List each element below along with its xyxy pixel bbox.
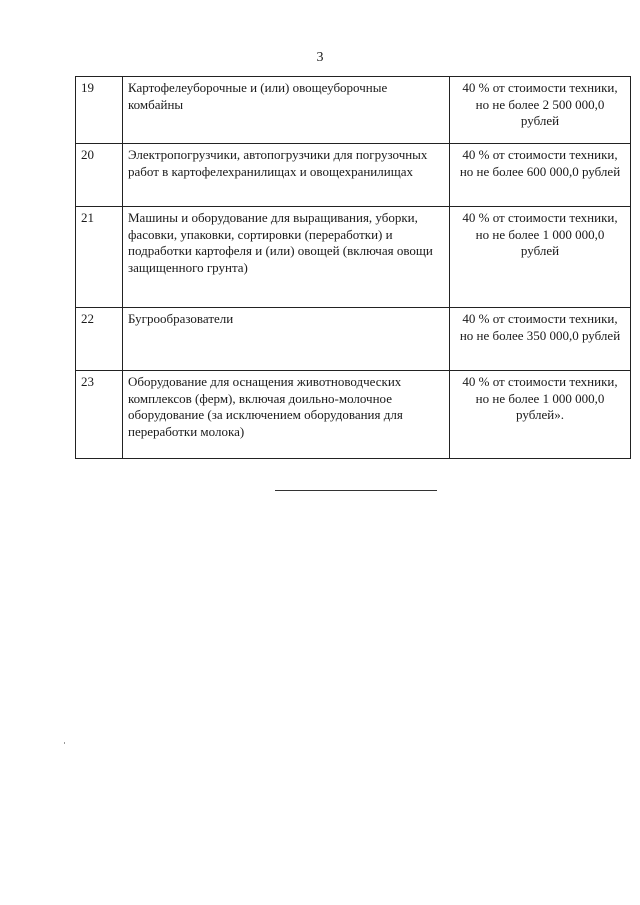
row-number: 20 xyxy=(76,144,123,207)
row-number: 19 xyxy=(76,77,123,144)
subsidy-amount: 40 % от стоимости техники, но не более 350 000,0 рублей xyxy=(450,308,631,371)
subsidy-amount: 40 % от стоимости техники, но не более 1 000 000,0 рублей». xyxy=(450,371,631,459)
table-row xyxy=(76,207,631,308)
page-number: 3 xyxy=(316,50,324,65)
row-number: 21 xyxy=(76,207,123,308)
table-row xyxy=(76,371,631,459)
scan-speck xyxy=(64,742,65,744)
equipment-name: Машины и оборудование для выращивания, уборки, фасовки, упаковки, сортировки (переработки) и подработки картофеля и (или) овощей (включая овощи защищенного грунта) xyxy=(123,207,450,308)
closing-rule-line xyxy=(275,490,437,491)
equipment-subsidy-table xyxy=(75,76,631,459)
subsidy-amount: 40 % от стоимости техники, но не более 1 000 000,0 рублей xyxy=(450,207,631,308)
table-row xyxy=(76,144,631,207)
row-number: 23 xyxy=(76,371,123,459)
table-row xyxy=(76,77,631,144)
subsidy-amount: 40 % от стоимости техники, но не более 600 000,0 рублей xyxy=(450,144,631,207)
equipment-name: Бугрообразователи xyxy=(123,308,450,371)
table-row xyxy=(76,308,631,371)
subsidy-amount: 40 % от стоимости техники, но не более 2 500 000,0 рублей xyxy=(450,77,631,144)
row-number: 22 xyxy=(76,308,123,371)
equipment-name: Картофелеуборочные и (или) овощеуборочные комбайны xyxy=(123,77,450,144)
equipment-name: Электропогрузчики, автопогрузчики для погрузочных работ в картофелехранилищах и овощехранилищах xyxy=(123,144,450,207)
equipment-name: Оборудование для оснащения животноводческих комплексов (ферм), включая доильно-молочное оборудование (за исключением оборудования для переработки молока) xyxy=(123,371,450,459)
